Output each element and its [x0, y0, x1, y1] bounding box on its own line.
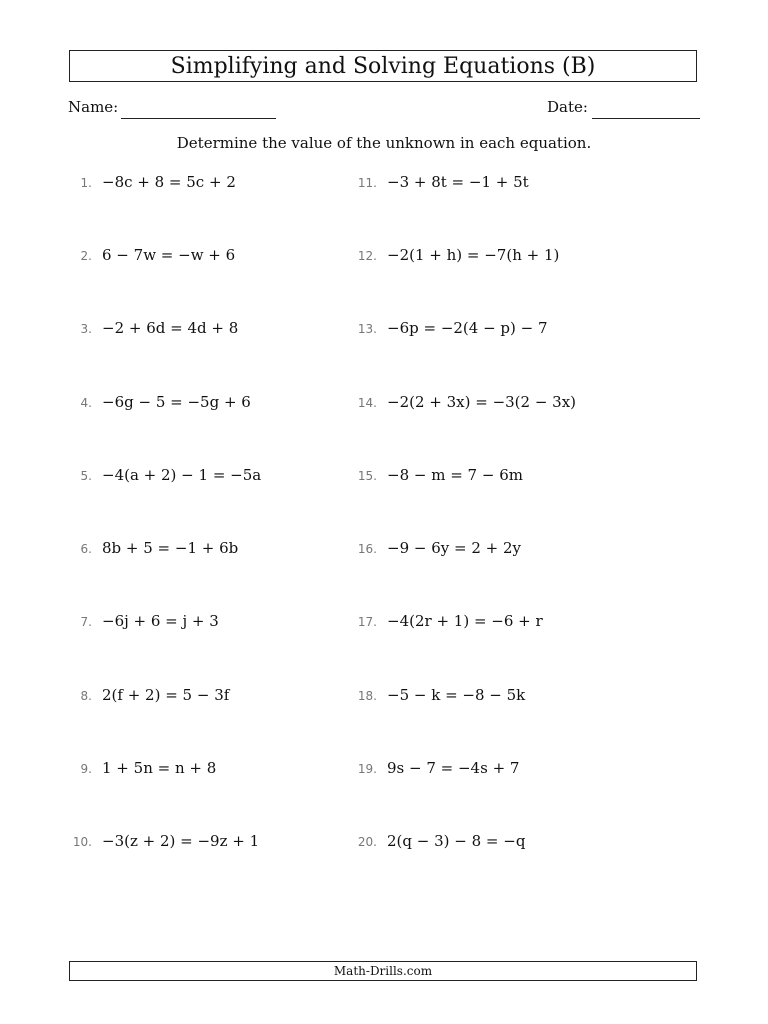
- problem-equation: −8 − m = 7 − 6m: [387, 466, 523, 484]
- problem-item: [353, 393, 576, 415]
- problem-number: 14.: [357, 396, 377, 410]
- problem-equation: −2 + 6d = 4d + 8: [102, 319, 239, 337]
- problem-item: [68, 246, 235, 268]
- worksheet-title: Simplifying and Solving Equations (B): [69, 50, 697, 82]
- problem-number: 13.: [357, 322, 377, 336]
- problem-equation: −4(a + 2) − 1 = −5a: [102, 466, 262, 484]
- problem-item: [68, 466, 261, 488]
- problem-equation: 9s − 7 = −4s + 7: [387, 759, 520, 777]
- problem-equation: −8c + 8 = 5c + 2: [102, 173, 236, 191]
- problem-item: [68, 759, 216, 781]
- problem-number: 15.: [357, 469, 377, 483]
- problem-item: [68, 539, 238, 561]
- date-line: [592, 118, 700, 119]
- problem-equation: 2(q − 3) − 8 = −q: [387, 832, 526, 850]
- name-line: [121, 118, 276, 119]
- problem-equation: −9 − 6y = 2 + 2y: [387, 539, 522, 557]
- problem-item: [68, 393, 251, 415]
- problem-number: 12.: [357, 249, 377, 263]
- problem-number: 2.: [80, 249, 92, 263]
- problem-number: 6.: [80, 542, 92, 556]
- problem-equation: −4(2r + 1) = −6 + r: [387, 612, 543, 630]
- problem-equation: −2(2 + 3x) = −3(2 − 3x): [387, 393, 577, 411]
- problem-equation: −2(1 + h) = −7(h + 1): [387, 246, 560, 264]
- problem-item: [68, 612, 219, 634]
- problem-equation: 6 − 7w = −w + 6: [102, 246, 236, 264]
- problem-equation: −6j + 6 = j + 3: [102, 612, 219, 630]
- problem-item: [68, 686, 229, 708]
- problem-equation: 2(f + 2) = 5 − 3f: [102, 686, 230, 704]
- problem-number: 1.: [80, 176, 92, 190]
- problem-item: [353, 612, 543, 634]
- problem-number: 20.: [357, 835, 377, 849]
- problem-equation: −6g − 5 = −5g + 6: [102, 393, 251, 411]
- problem-equation: 8b + 5 = −1 + 6b: [102, 539, 239, 557]
- problem-number: 16.: [357, 542, 377, 556]
- problem-number: 17.: [357, 615, 377, 629]
- problem-item: [353, 539, 521, 561]
- instructions: Determine the value of the unknown in each equation.: [176, 134, 592, 152]
- problem-item: [68, 832, 259, 854]
- problem-number: 18.: [357, 689, 377, 703]
- problem-equation: −3 + 8t = −1 + 5t: [387, 173, 529, 191]
- problem-equation: −5 − k = −8 − 5k: [387, 686, 526, 704]
- problem-number: 8.: [80, 689, 92, 703]
- date-label: Date:: [547, 98, 588, 116]
- problem-equation: 1 + 5n = n + 8: [102, 759, 217, 777]
- problem-number: 3.: [80, 322, 92, 336]
- problem-number: 11.: [357, 176, 377, 190]
- problem-equation: −3(z + 2) = −9z + 1: [102, 832, 260, 850]
- problem-item: [353, 832, 525, 854]
- problem-equation: −6p = −2(4 − p) − 7: [387, 319, 548, 337]
- problem-number: 10.: [72, 835, 92, 849]
- problem-item: [353, 466, 523, 488]
- problem-item: [68, 319, 238, 341]
- problem-number: 7.: [80, 615, 92, 629]
- problem-number: 9.: [80, 762, 92, 776]
- problem-item: [353, 686, 525, 708]
- problem-item: [353, 173, 529, 195]
- name-label: Name:: [68, 98, 119, 116]
- problem-item: [353, 759, 519, 781]
- problem-number: 4.: [80, 396, 92, 410]
- problem-number: 5.: [80, 469, 92, 483]
- problem-item: [353, 319, 548, 341]
- problem-number: 19.: [357, 762, 377, 776]
- problem-item: [68, 173, 236, 195]
- problem-item: [353, 246, 559, 268]
- footer-site-name: Math-Drills.com: [69, 961, 697, 981]
